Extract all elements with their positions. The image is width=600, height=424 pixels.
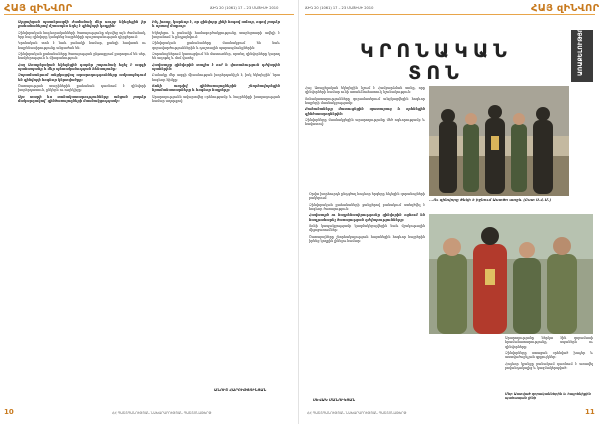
ceremony-photo <box>429 86 569 196</box>
paragraph: Զինվորական քահանաները մասնակցում են նաև զորավարժություններին և դաշտային պարապմունքներին: <box>152 41 280 50</box>
page-number: 10 <box>4 408 14 416</box>
page-title: ԿՐՈՆԱԿԱՆ ՏՈՆ <box>360 40 512 84</box>
page-footer: ՀՀ ՊԱՇՏՊԱՆՈՒԹՅԱՆ ՆԱԽԱՐԱՐՈՒԹՅԱՆ ՊԱՇՏՈՆԱԹԵՐԹ <box>112 411 212 415</box>
header-rule <box>305 14 595 15</box>
paragraph: Զինվորները ստացան օրհնված խաչեր և աստվածաշնչյան գրքույկներ: <box>505 351 593 360</box>
paragraph: Բանակը մեր ազգի միասնության խորհրդանիշն է, իսկ եկեղեցին՝ նրա հոգևոր հիմքը: <box>152 73 280 82</box>
paragraph: Արարողությանը ներկա էին զորամասի հրամանատարությունը, սպաներն ու զինվորները: <box>505 336 593 349</box>
paragraph: Հոգևոր կյանքը բանակում դառնում է առավել բովանդակալից և կազմակերպված: <box>505 361 593 371</box>
section-tab <box>571 20 593 82</box>
paragraph: Զորամասերում անցկացվող արարողությունները ամրապնդում են զինվորի հոգևոր կերտվածքը: <box>18 73 146 82</box>
paragraph: Հավատքն ու հայրենասիրությունը զինվորին օգնում են հաղթահարել ծառայության դժվարությունները: <box>309 213 425 222</box>
article-column-b <box>505 336 593 396</box>
paragraph: Զորանոցներում կառուցվում են մատուռներ, որտեղ զինվորները կարող են աղոթել և մոմ վառել: <box>152 52 280 61</box>
article-column-2 <box>152 20 280 385</box>
paragraph: Արցախյան պատերազմի ժամանակ մեր սուրբ եկեղեցին իր քահանաներով մշտապես եղել է զինվորի կողքին: <box>18 20 146 29</box>
paragraph: Այս տարի ևս տոնակատարությունները անցան բարձր մակարդակով՝ զինծառայողների մասնակցությամբ: <box>18 94 146 104</box>
issue-info: ՃԻԳ 20 (1061) 17 – 23 ՄԱՅԻՍԻ 2010 <box>305 6 374 10</box>
page-number: 11 <box>585 408 595 416</box>
author-signature: ԱՆՈՒՇ ՀԱՐՈՒԹՅՈՒՆՅԱՆ <box>214 388 267 392</box>
paragraph: Արարողությունն ավարտվեց օրհնությամբ և հայրենիքի խաղաղության համար աղոթքով: <box>152 94 280 104</box>
blessing-photo <box>429 214 593 334</box>
paragraph: Քահանաները մատուցեցին պատարագ և օրհնեցին զինծառայողներին: <box>305 107 425 116</box>
paragraph: Զինվորական քահանաները ծառայության ընթացքում քարոզում են սեր, համբերություն և միաբանություն: <box>18 52 146 61</box>
left-page <box>0 0 299 424</box>
paragraph: Հայ Առաքելական եկեղեցին դարեր շարունակ եղել է ազգի պահապանը և մեր պետականության հենասյունը: <box>18 62 146 72</box>
paragraph: Տոնակատարությունները զորամասերում անցկացվեցին հոգևոր հայրերի մասնակցությամբ: <box>305 96 425 106</box>
paragraph: Հավատքը զինվորին տալիս է ուժ և վստահություն դժվարին պահերին: <box>152 62 280 72</box>
masthead-logo: ՀԱՅ զԻՆՎՈՐ <box>531 3 600 14</box>
right-page <box>301 0 600 424</box>
article-column-a <box>309 192 425 397</box>
photo-caption: Մեր Աստված զորականներին և հայրենիքին պահապան լինի <box>505 392 591 400</box>
intro-column <box>305 86 425 186</box>
paragraph: Տոնի կապակցությամբ կազմակերպվեցին նաև մշակութային միջոցառումներ: <box>309 224 425 233</box>
masthead-logo: ՀԱՅ զԻՆՎՈՐ <box>4 3 73 14</box>
ceremony-photo-image <box>429 86 569 196</box>
blessing-photo-image <box>429 214 593 334</box>
paragraph: Զինվորական քահանաների ջանքերով բանակում ստեղծվել է հոգևոր ծառայություն: <box>309 202 425 212</box>
header-rule <box>4 14 294 15</box>
article-column-1 <box>18 20 146 395</box>
paragraph: Տոնի առթիվ զինծառայողներին շնորհավորեցին հրամանատարները և հոգևոր հայրերը: <box>152 84 280 93</box>
paragraph: Հայ Առաքելական եկեղեցին նշում է Համբարձման տոնը, որը զինվորների համար ունի առանձնահատուկ նշանակություն: <box>305 86 425 95</box>
paragraph: Օրվա խորհուրդն ընդգծող հոգևոր երգերը հնչեցին զորանոցների բակերում: <box>309 192 425 201</box>
photo-caption: ...Ու զինվորը ծնկի է իջնում Աստծո առջև (Ըստ Ս.Հ.Մ.) <box>429 197 552 202</box>
paragraph: Զինվորները մասնակցեցին արարողությանը մեծ ոգևորությամբ և հավատով: <box>305 118 425 127</box>
paragraph: Ծառայողները շնորհակալություն հայտնեցին հոգևոր հայրերին իրենց կողքին լինելու համար: <box>309 234 425 244</box>
paragraph: Զինվորական հոգևորականների ծառայությունը սկսվեց այն ժամանակ, երբ հայ զինվորը կանգնեց հայրենիքի պաշտպանության դիրքերում: <box>18 30 146 40</box>
paragraph: Ծառայության տարիներին քահանան դառնում է զինվորի խորհրդատուն, ընկերն ու ուղեկիցը: <box>18 84 146 93</box>
author-signature: ՍԵՎԱԿ ՄԱՆՈՒԿՅԱՆ <box>313 398 356 402</box>
section-tab-label: ԱՌԱՔԵԼՈՒԹՅՈՒՆ <box>577 20 584 76</box>
paragraph: Ինչ խոսք, կարևոր է, որ զինվորը լինի հոգով ամուր, ոգով բարձր և սրտով մաքուր: <box>152 20 280 29</box>
paragraph: Եկեղեցու և բանակի համագործակցությունը տարեցտարի ավելի է խորանում և ընդլայնվում: <box>152 30 280 40</box>
paragraph: Կրոնական տոն է նաև բանակի համար, քանզի հավատն ու հայրենասիրությունը անբաժան են: <box>18 41 146 50</box>
page-footer: ՀՀ ՊԱՇՏՊԱՆՈՒԹՅԱՆ ՆԱԽԱՐԱՐՈՒԹՅԱՆ ՊԱՇՏՈՆԱԹԵՐԹ <box>307 411 407 415</box>
issue-info: ՃԻԳ 20 (1061) 17 – 23 ՄԱՅԻՍԻ 2010 <box>210 6 279 10</box>
